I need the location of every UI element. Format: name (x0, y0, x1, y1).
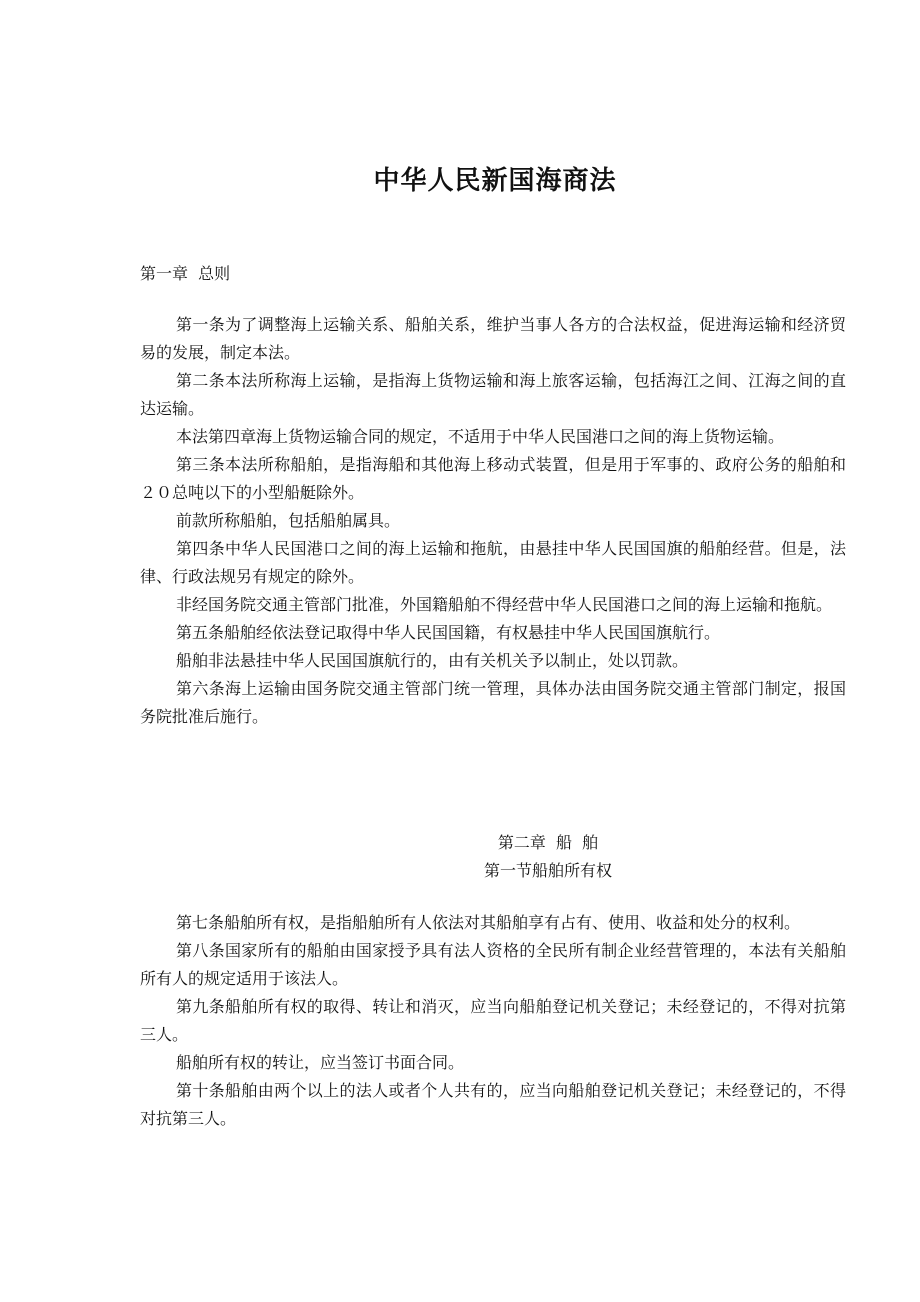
chapter-2-heading: 第二章 船 舶 (497, 833, 599, 852)
article-9-paragraph: 第九条船舶所有权的取得、转让和消灭，应当向船舶登记机关登记；未经登记的，不得对抗第三人。 (140, 997, 846, 1044)
chapter-1-body (140, 311, 846, 731)
article-2-clause-paragraph: 本法第四章海上货物运输合同的规定，不适用于中华人民国港口之间的海上货物运输。 (176, 427, 785, 446)
article-5-paragraph: 第五条船舶经依法登记取得中华人民国国籍，有权悬挂中华人民国国旗航行。 (176, 623, 721, 642)
section-1-heading: 第一节船舶所有权 (483, 861, 612, 880)
chapter-1-heading: 第一章 总则 (140, 264, 231, 283)
article-9-clause-paragraph: 船舶所有权的转让，应当签订书面合同。 (176, 1053, 465, 1072)
document-title: 中华人民新国海商法 (373, 166, 617, 196)
article-8-paragraph: 第八条国家所有的船舶由国家授予具有法人资格的全民所有制企业经营管理的，本法有关船舶所有人的规定适用于该法人。 (140, 941, 846, 988)
article-1-paragraph: 第一条为了调整海上运输关系、船舶关系，维护当事人各方的合法权益，促进海运输和经济贸易的发展，制定本法。 (140, 315, 846, 362)
article-10-paragraph: 第十条船舶由两个以上的法人或者个人共有的，应当向船舶登记机关登记；未经登记的，不得对抗第三人。 (140, 1081, 846, 1128)
chapter-2-body (140, 909, 846, 1133)
article-6-paragraph: 第六条海上运输由国务院交通主管部门统一管理，具体办法由国务院交通主管部门制定，报国务院批准后施行。 (140, 679, 846, 726)
article-3-clause-paragraph: 前款所称船舶，包括船舶属具。 (176, 511, 401, 530)
article-2-paragraph: 第二条本法所称海上运输，是指海上货物运输和海上旅客运输，包括海江之间、江海之间的直达运输。 (140, 371, 846, 418)
article-5-clause-paragraph: 船舶非法悬挂中华人民国国旗航行的，由有关机关予以制止，处以罚款。 (176, 651, 689, 670)
article-7-paragraph: 第七条船舶所有权，是指船舶所有人依法对其船舶享有占有、使用、收益和处分的权利。 (176, 913, 801, 932)
article-4-clause-paragraph: 非经国务院交通主管部门批准，外国籍船舶不得经营中华人民国港口之间的海上运输和拖航。 (176, 595, 833, 614)
article-3-paragraph: 第三条本法所称船舶，是指海船和其他海上移动式装置，但是用于军事的、政府公务的船舶和２０总吨以下的小型船艇除外。 (140, 455, 846, 502)
article-4-paragraph: 第四条中华人民国港口之间的海上运输和拖航，由悬挂中华人民国国旗的船舶经营。但是，法律、行政法规另有规定的除外。 (140, 539, 846, 586)
